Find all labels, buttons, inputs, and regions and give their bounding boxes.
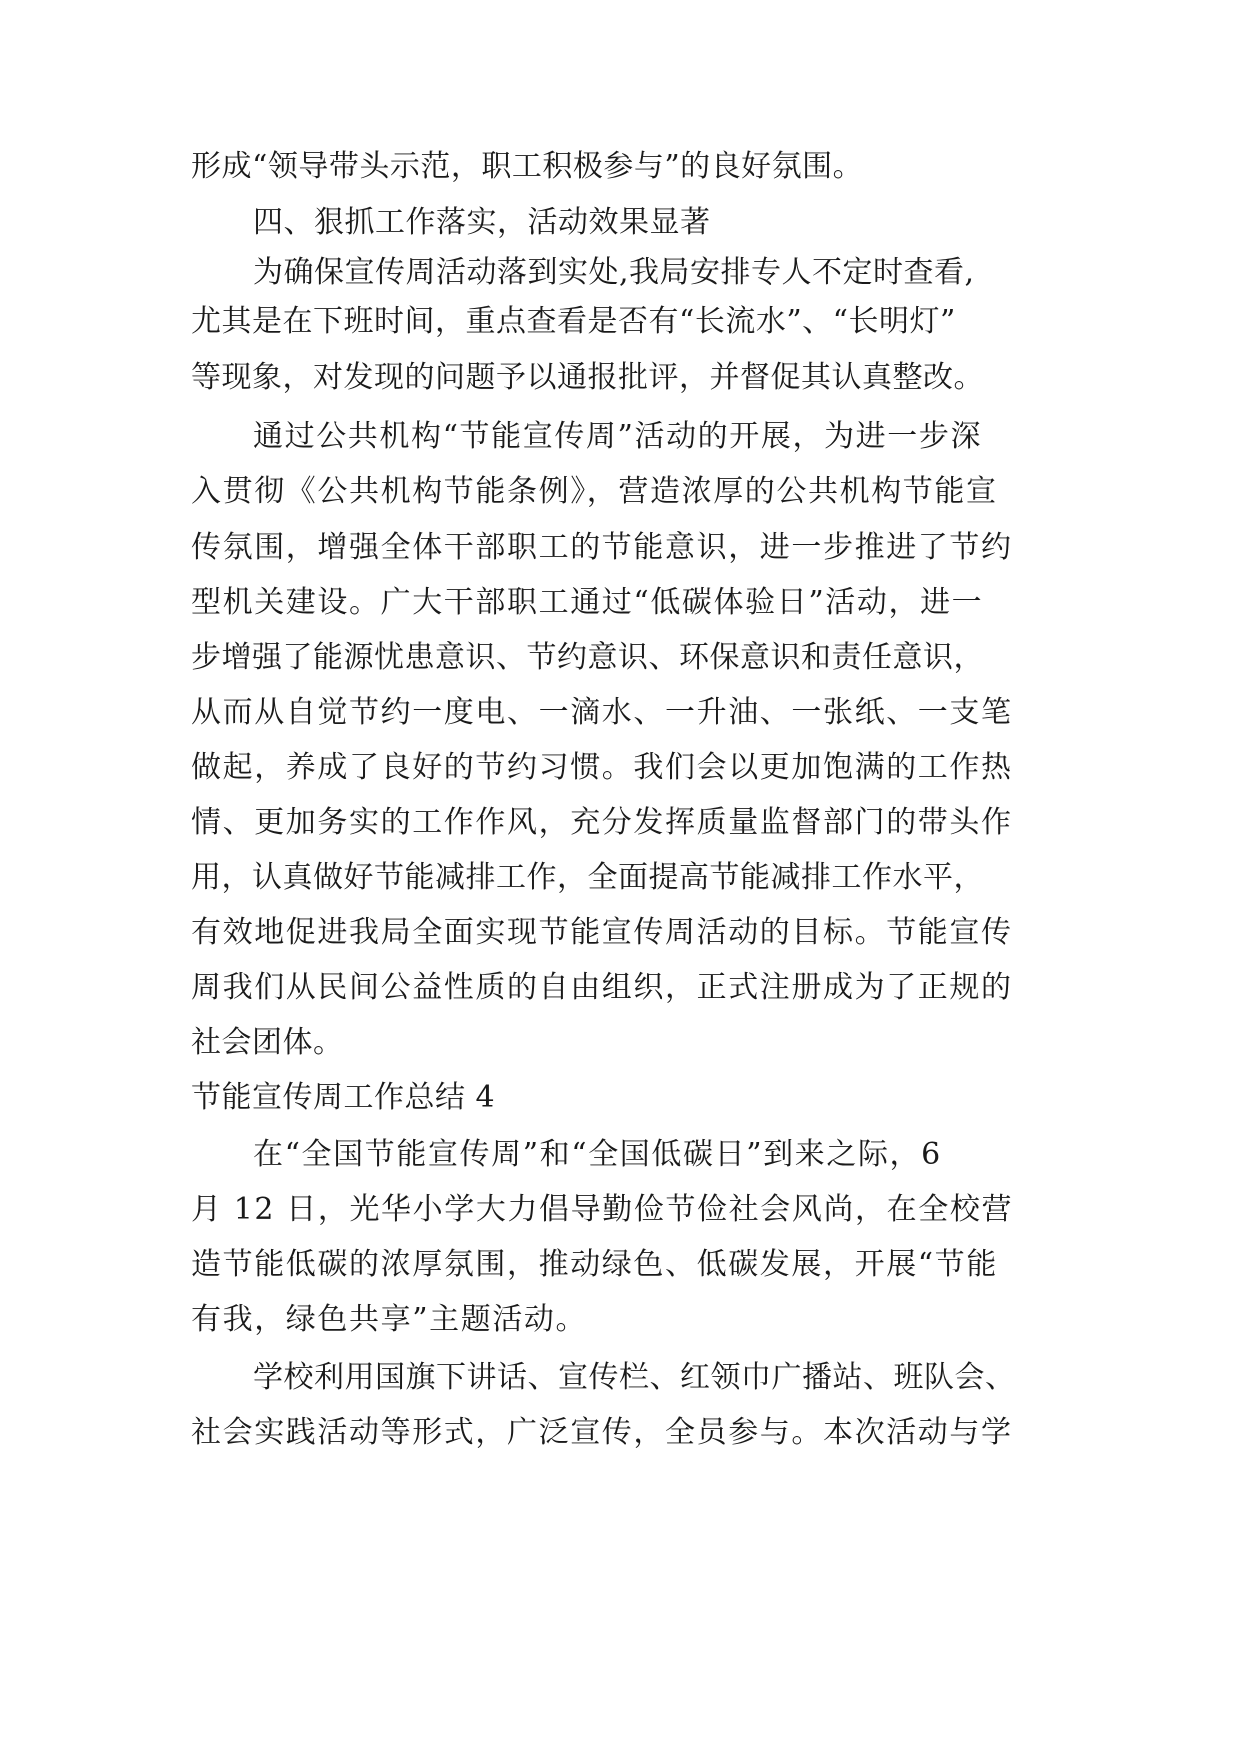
text-line: 造节能低碳的浓厚氛围，推动绿色、低碳发展，开展“节能: [191, 1247, 998, 1282]
text-line: 社会团体。: [191, 1025, 344, 1060]
text-line: 社会实践活动等形式，广泛宣传，全员参与。本次活动与学: [191, 1415, 1013, 1450]
section-heading: 四、狠抓工作落实，活动效果显著: [253, 205, 711, 240]
text-line: 入贯彻《公共机构节能条例》，营造浓厚的公共机构节能宣: [191, 474, 998, 509]
section-title: 节能宣传周工作总结 4: [191, 1080, 496, 1115]
text-line: 从而从自觉节约一度电、一滴水、一升油、一张纸、一支笔: [191, 695, 1013, 730]
text-line: 传氛围，增强全体干部职工的节能意识，进一步推进了节约: [191, 530, 1013, 565]
text-line: 情、更加务实的工作作风，充分发挥质量监督部门的带头作: [191, 805, 1013, 840]
text-line: 型机关建设。广大干部职工通过“低碳体验日”活动，进一: [191, 585, 984, 620]
text-line: 周我们从民间公益性质的自由组织，正式注册成为了正规的: [191, 970, 1013, 1005]
text-line: 做起，养成了良好的节约习惯。我们会以更加饱满的工作热: [191, 750, 1013, 785]
text-line: 有效地促进我局全面实现节能宣传周活动的目标。节能宣传: [191, 915, 1013, 950]
text-line: 为确保宣传周活动落到实处,我局安排专人不定时查看,: [253, 255, 975, 290]
text-line: 有我，绿色共享”主题活动。: [191, 1302, 588, 1337]
text-line: 形成“领导带头示范，职工积极参与”的良好氛围。: [191, 149, 864, 184]
text-line: 步增强了能源忧患意识、节约意识、环保意识和责任意识，: [191, 640, 984, 675]
text-line: 在“全国节能宣传周”和“全国低碳日”到来之际，6: [253, 1137, 942, 1172]
text-line: 尤其是在下班时间，重点查看是否有“长流水”、“长明灯”: [191, 304, 956, 339]
text-line: 等现象，对发现的问题予以通报批评，并督促其认真整改。: [191, 360, 984, 395]
text-line: 月 12 日，光华小学大力倡导勤俭节俭社会风尚，在全校营: [191, 1192, 1014, 1227]
text-line: 学校利用国旗下讲话、宣传栏、红领巾广播站、班队会、: [253, 1360, 1016, 1395]
text-line: 用，认真做好节能减排工作，全面提高节能减排工作水平，: [191, 860, 984, 895]
text-line: 通过公共机构“节能宣传周”活动的开展，为进一步深: [253, 419, 983, 454]
